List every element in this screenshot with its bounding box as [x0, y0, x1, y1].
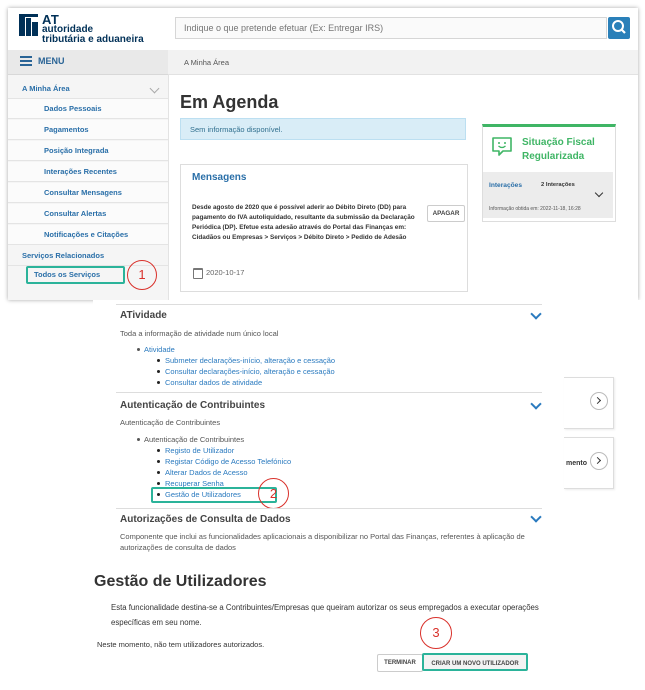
- accordion-desc-atividade: Toda a informação de atividade num único local: [120, 329, 279, 338]
- breadcrumb[interactable]: A Minha Área: [184, 58, 230, 67]
- at-emblem-icon: [18, 12, 40, 38]
- bullet: [157, 493, 160, 496]
- criar-utilizador-button[interactable]: CRIAR UM NOVO UTILIZADOR: [422, 653, 528, 671]
- interactions-date: Informação obtida em: 2022-11-18, 16:28: [489, 206, 581, 212]
- fiscal-status-title: [522, 136, 595, 164]
- bullet: [157, 381, 160, 384]
- message-date: 2020-10-17: [206, 268, 245, 277]
- sidebar-item-interacoes-recentes[interactable]: [8, 162, 168, 182]
- link-alterar-dados-acesso[interactable]: Alterar Dados de Acesso: [165, 468, 248, 477]
- group-link-atividade[interactable]: Atividade: [144, 345, 175, 354]
- sidebar-item-label: Notificações e Citações: [44, 230, 129, 239]
- divider: [116, 508, 542, 509]
- chat-smile-icon: [490, 135, 514, 159]
- chevron-right-icon: [594, 397, 601, 404]
- sidebar-section-label: A Minha Área: [22, 84, 70, 93]
- sidebar-item-posicao-integrada[interactable]: [8, 141, 168, 161]
- terminar-button[interactable]: TERMINAR: [377, 654, 423, 672]
- next-button[interactable]: [590, 392, 608, 410]
- interactions-link[interactable]: Interações: [489, 182, 522, 189]
- link-registar-codigo[interactable]: Registar Código de Acesso Telefónico: [165, 457, 292, 466]
- bullet: [157, 482, 160, 485]
- bullet: [137, 348, 140, 351]
- link-recuperar-senha[interactable]: Recuperar Senha: [165, 479, 224, 488]
- sidebar-item-consultar-alertas[interactable]: [8, 204, 168, 224]
- sidebar-item-label: Posição Integrada: [44, 146, 109, 155]
- service-card-label: mento: [566, 460, 587, 467]
- bullet: [137, 438, 140, 441]
- logo-short: AT: [42, 12, 60, 27]
- accordion-title-autorizacoes[interactable]: Autorizações de Consulta de Dados: [120, 514, 291, 525]
- logo-line1: autoridade: [42, 24, 94, 35]
- gestao-description: Esta funcionalidade destina-se a Contribuintes/Empresas que queiram autorizar os seus empregados a executar operações específicas em seu nome.: [111, 603, 539, 627]
- accordion-desc-autenticacao: Autenticação de Contribuintes: [120, 418, 221, 427]
- sidebar-item-label: Consultar Alertas: [44, 209, 107, 218]
- sidebar-item-notificacoes[interactable]: [8, 225, 168, 245]
- accordion-desc-autorizacoes: Componente que inclui as funcionalidades aplicacionais a disponibilizar no Portal das Finanças, referentes à aplicação de autorizações de consulta de dados: [120, 532, 525, 552]
- menu-label: MENU: [38, 56, 65, 66]
- search-input[interactable]: [175, 17, 607, 39]
- at-logo[interactable]: [18, 12, 168, 46]
- search-button[interactable]: [608, 17, 630, 39]
- step-marker-1: 1: [127, 260, 157, 290]
- link-consultar-declaracoes[interactable]: Consultar declarações-início, alteração e cessação: [165, 367, 335, 376]
- fiscal-status-line2: Regularizada: [522, 151, 585, 162]
- bullet: [157, 460, 160, 463]
- sidebar-item-label: Todos os Serviços: [34, 270, 101, 279]
- menu-toggle[interactable]: [8, 50, 168, 75]
- calendar-icon: [193, 268, 203, 279]
- message-text: Desde agosto de 2020 que é possível aderir ao Débito Direto (DD) para pagamento do IVA autoliquidado, resultante da submissão da Declaração Periódica (DP). Efetue esta adesão através do Portal das Finanças em: Cidadãos ou Empresas > Serviços > Débito Direto > Pedido de Adesão: [192, 204, 415, 241]
- sidebar-item-label: Serviços Relacionados: [22, 251, 105, 260]
- gestao-empty-message: Neste momento, não tem utilizadores autorizados.: [97, 640, 265, 649]
- sidebar-item-dados-pessoais[interactable]: [8, 99, 168, 119]
- gestao-title: Gestão de Utilizadores: [94, 573, 267, 590]
- next-button[interactable]: [590, 452, 608, 470]
- accordion-title-autenticacao[interactable]: Autenticação de Contribuintes: [120, 400, 266, 411]
- logo-line2: tributária e aduaneira: [42, 34, 144, 45]
- hamburger-icon: [20, 56, 32, 66]
- bullet: [157, 359, 160, 362]
- chevron-down-icon: [150, 84, 160, 94]
- sidebar-item-label: Dados Pessoais: [44, 104, 102, 113]
- divider: [116, 392, 542, 393]
- sidebar-item-consultar-mensagens[interactable]: [8, 183, 168, 203]
- chevron-right-icon: [594, 457, 601, 464]
- messages-title: Mensagens: [192, 172, 247, 183]
- link-consultar-dados-atividade[interactable]: Consultar dados de atividade: [165, 378, 263, 387]
- link-registo-utilizador[interactable]: Registo de Utilizador: [165, 446, 235, 455]
- search-icon: [608, 17, 630, 39]
- breadcrumb-bar: [168, 50, 638, 75]
- page-title: Em Agenda: [180, 92, 279, 112]
- link-gestao-utilizadores[interactable]: Gestão de Utilizadores: [165, 490, 241, 499]
- sidebar-section-minha-area[interactable]: [8, 79, 168, 99]
- fiscal-status-line1: Situação Fiscal: [522, 137, 595, 148]
- step-marker-3: 3: [420, 617, 452, 649]
- bullet: [157, 471, 160, 474]
- divider: [116, 304, 542, 305]
- sidebar-item-label: Pagamentos: [44, 125, 89, 134]
- delete-message-button[interactable]: APAGAR: [427, 205, 465, 222]
- sidebar-item-pagamentos[interactable]: [8, 120, 168, 140]
- link-submeter-declaracoes[interactable]: Submeter declarações-início, alteração e cessação: [165, 356, 336, 365]
- bullet: [157, 449, 160, 452]
- accordion-title-atividade[interactable]: ATividade: [120, 310, 167, 321]
- bullet: [157, 370, 160, 373]
- sidebar-item-todos-servicos[interactable]: [26, 266, 125, 284]
- agenda-info-alert: Sem informação disponível.: [180, 118, 466, 140]
- group-label-autenticacao: Autenticação de Contribuintes: [144, 435, 245, 444]
- interactions-count: 2 Interações: [541, 182, 575, 188]
- sidebar-item-label: Consultar Mensagens: [44, 188, 122, 197]
- step-marker-2: 2: [258, 478, 289, 509]
- sidebar-item-label: Interações Recentes: [44, 167, 117, 176]
